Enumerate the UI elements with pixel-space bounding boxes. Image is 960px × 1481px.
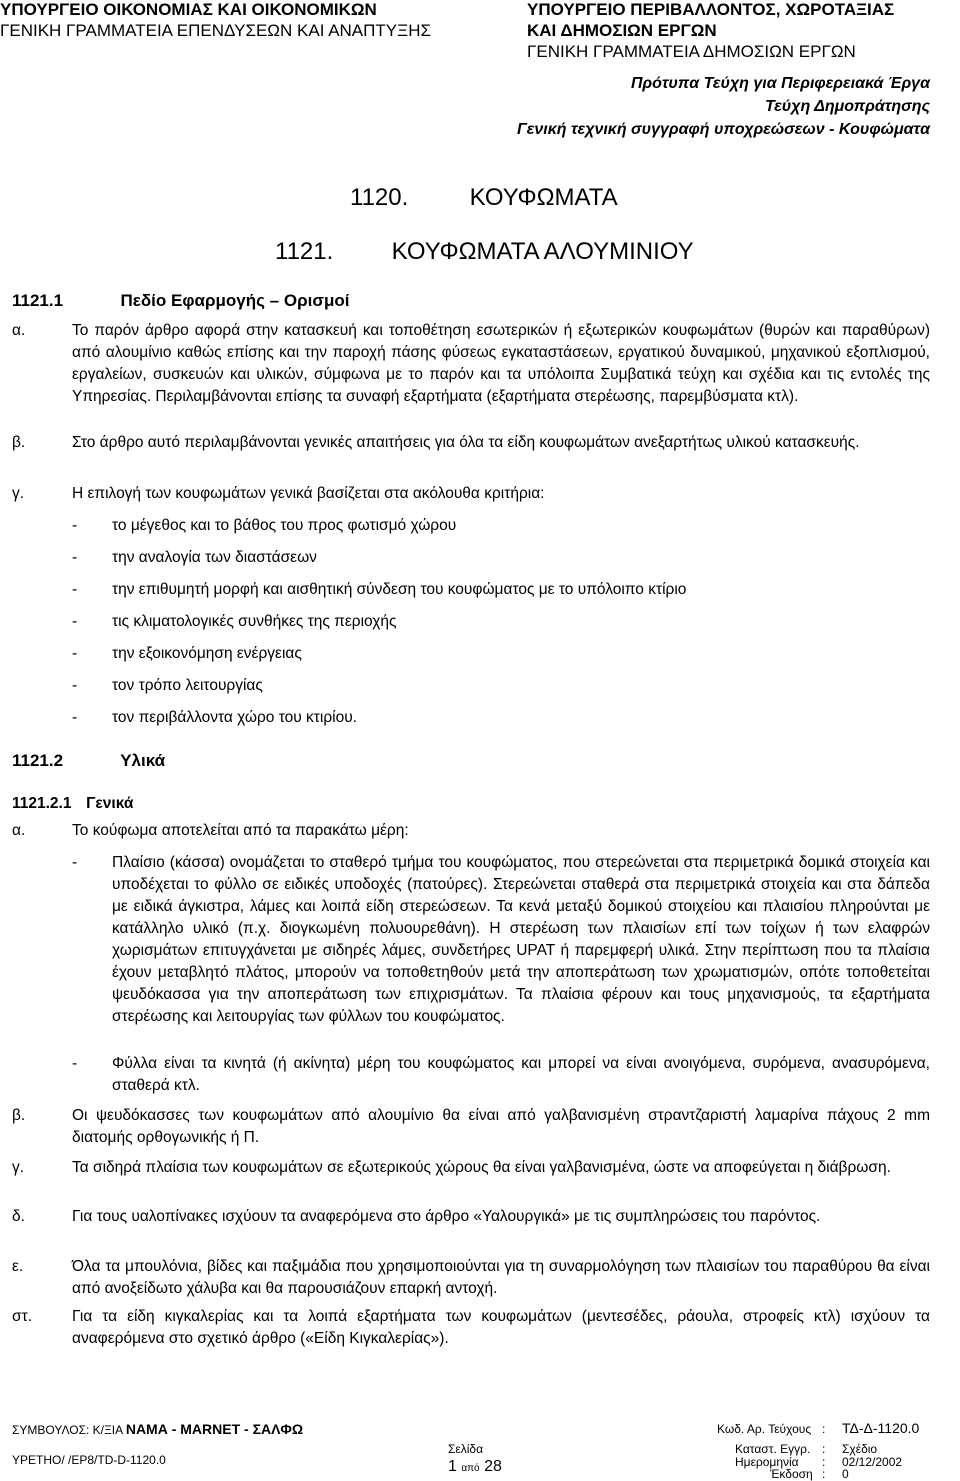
- item-label: ε.: [12, 1258, 24, 1275]
- doc-code-value: ΤΔ-Δ-1120.0: [842, 1420, 920, 1436]
- section-title: ΚΟΥΦΩΜΑΤΑ ΑΛΟΥΜΙΝΙΟΥ: [391, 238, 694, 265]
- date-value: 02/12/2002: [842, 1455, 903, 1469]
- paragraph-text: Πλαίσιο (κάσσα) ονομάζεται το σταθερό τμήμα του κουφώματος, που στερεώνεται στα περιμετρικά δομικά στοιχεία και υποδέχεται το φύλλο σε ειδικές υποδοχές (πατούρες). Στερεώνεται σταθερά στα περιμετρικά στοιχεία και στα δάπεδα με ειδικά άγκιστρα, λάμες και λοιπά είδη στερεώσεων. Τα κενά μεταξύ δομικού στοιχείου και πλαισίου πληρούνται με κατάλληλο υλικό (π.χ. διογκωμένη πολυουρεθάνη). Η στερέωση των πλαισίων επί των τοίχων ή των ελαφρών χωρισμάτων επιτυγχάνεται με σιδηρές λάμες, συνδετήρες UPAT ή παρεμφερή υλικά. Στην περίπτωση που τα πλαίσια έχουν μεταβλητό πλάτος, μπορούν να τοποθετηθούν μετά την αποπεράτωση των χρωματισμών, οπότε τοποθετείται ψευδόκασσα για την αποπεράτωση των επιχρισμάτων. Τα πλαίσια φέρουν και τους μηχανισμούς, τα εξαρτήματα στερέωσης και λειτουργίας των φύλλων του κουφώματος.: [112, 854, 930, 1025]
- ministry-left-line2: ΓΕΝΙΚΗ ΓΡΑΜΜΑΤΕΙΑ ΕΠΕΝΔΥΣΕΩΝ ΚΑΙ ΑΝΑΠΤΥΞΗΣ: [0, 21, 431, 40]
- consultant-label: ΣΥΜΒΟΥΛΟΣ: Κ/ΞΙΑ: [12, 1423, 123, 1437]
- project-title-block: [517, 72, 930, 141]
- colon: :: [822, 1455, 826, 1469]
- item-label: α.: [12, 822, 26, 839]
- item-label: γ.: [12, 1159, 25, 1176]
- item-label: γ.: [12, 485, 25, 502]
- status-value: Σχέδιο: [842, 1442, 878, 1456]
- item-label: β.: [12, 1107, 26, 1124]
- paragraph-text: Η επιλογή των κουφωμάτων γενικά βασίζεται στα ακόλουθα κριτήρια:: [72, 485, 545, 502]
- paragraph-text: Στο άρθρο αυτό περιλαμβάνονται γενικές απαιτήσεις για όλα τα είδη κουφωμάτων ανεξαρτήτως υλικού κατασκευής.: [72, 434, 860, 451]
- section-number: 1121.: [275, 238, 334, 265]
- subsection-title: Πεδίο Εφαρμογής – Ορισμοί: [120, 291, 350, 310]
- item-label: δ.: [12, 1208, 25, 1225]
- chapter-title: ΚΟΥΦΩΜΑΤΑ: [469, 184, 618, 211]
- page-total: 28: [484, 1458, 502, 1475]
- scope-paragraph-a: [12, 320, 930, 408]
- materials-paragraph-b: [12, 1105, 930, 1149]
- paragraph-text: Τα σιδηρά πλαίσια των κουφωμάτων σε εξωτερικούς χώρους θα είναι γαλβανισμένα, ώστε να αποφεύγεται η διάβρωση.: [72, 1159, 891, 1176]
- subsection-title: Υλικά: [120, 751, 166, 770]
- colon: :: [822, 1442, 826, 1456]
- status-label: Καταστ. Εγγρ.: [735, 1442, 811, 1456]
- subsubsection-title: Γενικά: [86, 795, 134, 812]
- criteria-item: - το μέγεθος και το βάθος του προς φωτισμό χώρου: [72, 517, 457, 534]
- page-current: 1: [448, 1458, 457, 1475]
- subsection-heading-materials: [12, 751, 165, 771]
- ministry-right-line1: ΥΠΟΥΡΓΕΙΟ ΠΕΡΙΒΑΛΛΟΝΤΟΣ, ΧΩΡΟΤΑΞΙΑΣ: [527, 0, 895, 19]
- paragraph-text: Για τους υαλοπίνακες ισχύουν τα αναφερόμενα στο άρθρο «Υαλουργικά» με τις συμπληρώσεις του παρόντος.: [72, 1208, 821, 1225]
- date-label: Ημερομηνία: [735, 1455, 799, 1469]
- paragraph-text: Το κούφωμα αποτελείται από τα παρακάτω μέρη:: [72, 822, 409, 839]
- materials-paragraph-f: [12, 1306, 930, 1350]
- subsection-heading-scope: [12, 291, 349, 311]
- materials-paragraph-e: [12, 1256, 930, 1300]
- chapter-heading: [350, 184, 618, 212]
- file-code: ΥΡΕΤΗΟ/ /ΕΡ8/ΤD-D-1120.0: [12, 1453, 166, 1467]
- paragraph-text: Όλα τα μπουλόνια, βίδες και παξιμάδια που χρησιμοποιούνται για τη συναρμολόγηση των πλαισίων του παραθύρου θα είναι από ανοξείδωτο χάλυβα και θα παρουσιάζουν επαρκή αντοχή.: [72, 1258, 930, 1297]
- edition-label: Έκδοση: [770, 1467, 813, 1481]
- paragraph-text: Οι ψευδόκασσες των κουφωμάτων από αλουμίνιο θα είναι από γαλβανισμένη στραντζαριστή λαμαρίνα πάχους 2 mm διατομής ορθογωνικής ή Π.: [72, 1107, 930, 1146]
- doc-code-label: Κωδ. Αρ. Τεύχους: [717, 1422, 812, 1436]
- ministry-right-line3: ΓΕΝΙΚΗ ΓΡΑΜΜΑΤΕΙΑ ΔΗΜΟΣΙΩΝ ΕΡΓΩΝ: [527, 42, 856, 61]
- page-label: Σελίδα: [448, 1442, 484, 1456]
- materials-part-frame: - Πλαίσιο (κάσσα) ονομάζεται το σταθερό τμήμα του κουφώματος, που στερεώνεται στα περιμετρικά δομικά στοιχεία και υποδέχεται το φύλλο σε ειδικές υποδοχές (πατούρες). Στερεώνεται σταθερά στα περιμετρικά στοιχεία και στα δάπεδα με ειδικά άγκιστρα, λάμες και λοιπά είδη στερεώσεων. Τα κενά μεταξύ δομικού στοιχείου και πλαισίου πληρούνται με κατάλληλο υλικό (π.χ. διογκωμένη πολυουρεθάνη). Η στερέωση των πλαισίων επί των τοίχων ή των ελαφρών χωρισμάτων επιτυγχάνεται με σιδηρές λάμες, συνδετήρες UPAT ή παρεμφερή υλικά. Στην περίπτωση που τα πλαίσια έχουν μεταβλητό πλάτος, μπορούν να τοποθετηθούν μετά την αποπεράτωση των χρωματισμών, οπότε τοποθετείται ψευδόκασσα για την αποπεράτωση των επιχρισμάτων. Τα πλαίσια φέρουν και τους μηχανισμούς, τα εξαρτήματα στερέωσης και λειτουργίας των φύλλων του κουφώματος.: [72, 854, 930, 1025]
- scope-paragraph-b: [12, 432, 930, 454]
- edition-value: 0: [842, 1467, 849, 1481]
- project-line3: Γενική τεχνική συγγραφή υποχρεώσεων - Κουφώματα: [516, 121, 930, 138]
- item-label: α.: [12, 322, 26, 339]
- project-line2: Τεύχη Δημοπράτησης: [764, 98, 930, 115]
- materials-paragraph-d: [12, 1206, 930, 1228]
- materials-paragraph-a: [12, 820, 930, 842]
- consultant-line: [12, 1422, 303, 1437]
- project-line1: Πρότυπα Τεύχη για Περιφερειακά Έργα: [630, 75, 930, 92]
- page-number: [448, 1458, 502, 1476]
- item-label: β.: [12, 434, 26, 451]
- paragraph-text: Φύλλα είναι τα κινητά (ή ακίνητα) μέρη του κουφώματος και μπορεί να είναι ανοιγόμενα, συρόμενα, ανασυρόμενα, σταθερά κτλ.: [112, 1055, 930, 1094]
- criteria-item: - τις κλιματολογικές συνθήκες της περιοχής: [72, 613, 397, 630]
- ministry-left-line1: ΥΠΟΥΡΓΕΙΟ ΟΙΚΟΝΟΜΙΑΣ ΚΑΙ ΟΙΚΟΝΟΜΙΚΩΝ: [0, 0, 377, 19]
- criteria-item: - τον περιβάλλοντα χώρο του κτιρίου.: [72, 709, 357, 726]
- scope-paragraph-c: [12, 483, 930, 505]
- criteria-item: - τον τρόπο λειτουργίας: [72, 677, 263, 694]
- section-heading: [275, 238, 694, 266]
- ministry-right-line2: ΚΑΙ ΔΗΜΟΣΙΩΝ ΕΡΓΩΝ: [527, 21, 717, 40]
- subsubsection-number: 1121.2.1: [12, 795, 72, 812]
- criteria-item: - την επιθυμητή μορφή και αισθητική σύνδεση του κουφώματος με το υπόλοιπο κτίριο: [72, 581, 687, 598]
- materials-part-sash: - Φύλλα είναι τα κινητά (ή ακίνητα) μέρη του κουφώματος και μπορεί να είναι ανοιγόμενα, συρόμενα, ανασυρόμενα, σταθερά κτλ.: [72, 1055, 930, 1094]
- colon: :: [822, 1422, 826, 1436]
- criteria-item: - την εξοικονόμηση ενέργειας: [72, 645, 302, 662]
- page-of: από: [461, 1463, 480, 1474]
- paragraph-text: Το παρόν άρθρο αφορά στην κατασκευή και τοποθέτηση εσωτερικών ή εξωτερικών κουφωμάτων (θυρών και παραθύρων) από αλουμίνιο καθώς επίσης και την παροχή πάσης φύσεως εγκαταστάσεων, εργατικού δυναμικού, μηχανικού εξοπλισμού, εργαλείων, συσκευών και υλικών, σύμφωνα με το παρόν και τα υπόλοιπα Συμβατικά τεύχη και σχέδια και τις εντολές της Υπηρεσίας. Περιλαμβάνονται επίσης τα συναφή εξαρτήματα (εξαρτήματα στερέωσης, παρεμβύσματα κτλ).: [72, 322, 930, 405]
- colon: :: [822, 1467, 826, 1481]
- subsubsection-heading-general: [12, 795, 133, 813]
- subsection-number: 1121.2: [12, 751, 64, 770]
- consultant-name: ΝΑΜΑ - ΜΑRΝΕΤ - ΣΑΛΦΩ: [125, 1421, 304, 1437]
- materials-paragraph-c: [12, 1157, 930, 1179]
- chapter-number: 1120.: [350, 184, 409, 211]
- item-label: στ.: [12, 1308, 32, 1325]
- paragraph-text: Για τα είδη κιγκαλερίας και τα λοιπά εξαρτήματα των κουφωμάτων (μεντεσέδες, ράουλα, στροφείς κτλ) ισχύουν τα αναφερόμενα στο σχετικό άρθρο («Είδη Κιγκαλερίας»).: [72, 1308, 930, 1347]
- criteria-item: - την αναλογία των διαστάσεων: [72, 549, 317, 566]
- subsection-number: 1121.1: [12, 291, 64, 310]
